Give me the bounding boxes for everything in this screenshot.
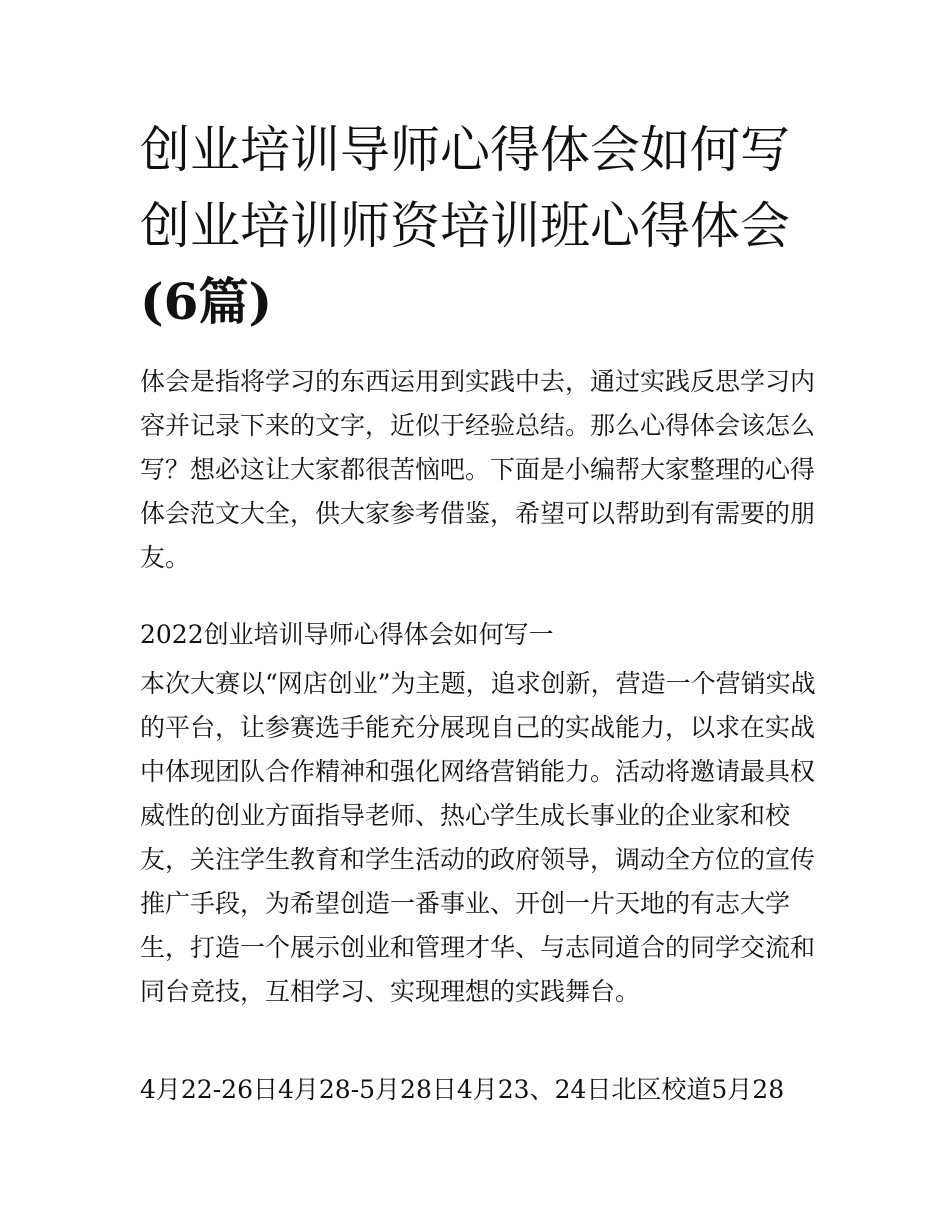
title-line-3: (6篇) <box>140 272 273 331</box>
body-line-5: 友，关注学生教育和学生活动的政府领导，调动全方位的宣传 <box>140 845 816 874</box>
intro-line-5: 友。 <box>140 543 191 572</box>
section-paragraph <box>140 662 820 1014</box>
body-line-1: 本次大赛以“网店创业”为主题，追求创新，营造一个营销实战 <box>140 669 816 698</box>
body-line-7: 生，打造一个展示创业和管理才华、与志同道合的同学交流和 <box>140 933 816 962</box>
title-line-1: 创业培训导师心得体会如何写 <box>140 121 790 179</box>
intro-line-3: 写？想必这让大家都很苦恼吧。下面是小编帮大家整理的心得 <box>140 455 816 484</box>
intro-line-4: 体会范文大全，供大家参考借鉴，希望可以帮助到有需要的朋 <box>140 499 816 528</box>
dates-line: 4月22-26日4月28-5月28日4月23、24日北区校道5月28 <box>140 1075 785 1104</box>
intro-paragraph <box>140 360 820 580</box>
title-line-2: 创业培训师资培训班心得体会 <box>140 197 790 255</box>
body-line-8: 同台竞技，互相学习、实现理想的实践舞台。 <box>140 977 641 1006</box>
body-line-4: 威性的创业方面指导老师、热心学生成长事业的企业家和校 <box>140 801 791 830</box>
dates-paragraph <box>140 1068 820 1112</box>
body-line-6: 推广手段，为希望创造一番事业、开创一片天地的有志大学 <box>140 889 791 918</box>
intro-line-1: 体会是指将学习的东西运用到实践中去，通过实践反思学习内 <box>140 367 816 396</box>
intro-line-2: 容并记录下来的文字，近似于经验总结。那么心得体会该怎么 <box>140 411 816 440</box>
body-line-2: 的平台，让参赛选手能充分展现自己的实战能力，以求在实战 <box>140 713 816 742</box>
section-heading <box>140 613 820 657</box>
document-title <box>140 112 820 340</box>
body-line-3: 中体现团队合作精神和强化网络营销能力。活动将邀请最具权 <box>140 757 816 786</box>
section-heading-text: 2022创业培训导师心得体会如何写一 <box>140 620 554 649</box>
